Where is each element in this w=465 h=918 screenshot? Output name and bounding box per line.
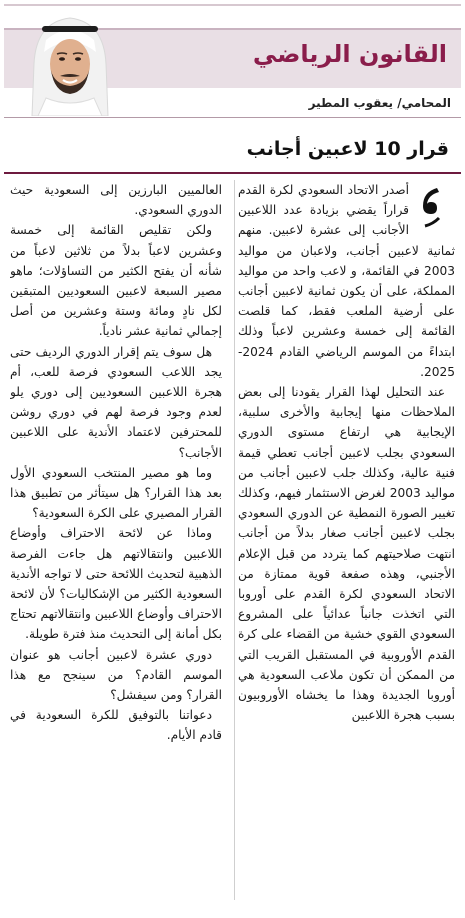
quote-mark-icon bbox=[415, 182, 455, 228]
paragraph: وما هو مصير المنتخب السعودي الأول بعد هذا القرار؟ هل سيتأثر من تطبيق هذا القرار المصيري على الكرة السعودية؟ bbox=[10, 465, 222, 521]
paragraph: هل سوف يتم إقرار الدوري الرديف حتى يجد اللاعب السعودي فرصة للعب، أم هجرة اللاعبين السعوديين إلى دوري يلو لعدم وجود فرصة لهم في دوري روشن للمحترفين لاعتماد الأندية على اللاعبين الأجانب؟ bbox=[10, 344, 222, 460]
paragraph: ولكن تقليص القائمة إلى خمسة وعشرين لاعباً بدلاً من ثلاثين لاعباً من شأنه أن يفتح الكثير من التساؤلات؛ ماهو مصير السبعة لاعبين السعوديين المتبقين لكل نادٍ ومائة وستة وعشرين من أصل إجمالي ثمانية عشر نادياً. bbox=[10, 223, 222, 339]
paragraph: العالميين البارزين إلى السعودية حيث الدوري السعودي. bbox=[10, 183, 222, 218]
article-column-right bbox=[238, 180, 455, 912]
paragraph: وماذا عن لائحة الاحتراف وأوضاع اللاعبين وانتقالاتهم هل جاءت الفرصة الذهبية لتحديث اللائحة حتى لا تواجه الأندية السعودية الكثير من الإشكاليات؟ لأن لائحة الاحتراف وأوضاع اللاعبين وانتقالاتهم تحتاج بكل أمانة إلى التحديث منذ فترة طويلة. bbox=[10, 526, 222, 642]
paragraph: أصدر الاتحاد السعودي لكرة القدم قراراً يقضي بزيادة عدد اللاعبين الأجانب إلى عشرة لاعبين. منهم ثمانية لاعبين أجانب، ولاعبان من مواليد 2003 في القائمة، و لاعب واحد من مواليد المملكة، على أن يكون ثمانية لاعبين أجانب على أرضية الملعب فقط، كما قلصت القائمة إلى خمسة وعشرين لاعباً وذلك ابتداءً من الموسم الرياضي القادم 2024-2025. bbox=[238, 183, 455, 379]
column-divider bbox=[234, 180, 235, 900]
column-header bbox=[0, 0, 465, 128]
title-rule bbox=[4, 172, 461, 174]
paragraph: دعواتنا بالتوفيق للكرة السعودية في قادم الأيام. bbox=[10, 708, 222, 743]
paragraph: دوري عشرة لاعبين أجانب هو عنوان الموسم القادم؟ من سينجح مع هذا القرار؟ ومن سيفشل؟ bbox=[10, 647, 222, 703]
column-title: القانون الرياضي bbox=[252, 40, 447, 68]
author-rule bbox=[4, 117, 461, 118]
article-title: قرار 10 لاعبين أجانب bbox=[246, 138, 449, 160]
author-photo bbox=[24, 4, 116, 116]
paragraph: عند التحليل لهذا القرار يقودنا إلى بعض الملاحظات منها إيجابية والأخرى سلبية، الإيجابية هي ارتفاع مستوى الدوري السعودي بجلب لاعبين أجانب تعطي قيمة فنية عالية، وكذلك جلب لاعبين أجانب من مواليد 2003 لغرض الاستثمار فيهم، وكذلك تغيير الصورة النمطية عن الدوري السعودي بجلب لاعبين أجانب صغار بدلاً من أجانب انتهت صلاحيتهم كما يتردد من قبل الإعلام الأجنبي، وهذه صفعة قوية ممتازة من الاتحاد السعودي لكرة القدم على أوروبا التي اتخذت جانباً عدائياً على المشروع السعودي القوي خشية من القضاء على كرة القدم الأوروبية في المستقبل القريب التي من الممكن أن تكون ملاعب السعودية هي أوروبا الجديدة وهذا ما يخشاه الأوروبيون بسبب هجرة اللاعبين bbox=[238, 385, 455, 723]
author-name: المحامي/ يعقوب المطير bbox=[308, 96, 451, 110]
article-column-left bbox=[10, 180, 222, 912]
